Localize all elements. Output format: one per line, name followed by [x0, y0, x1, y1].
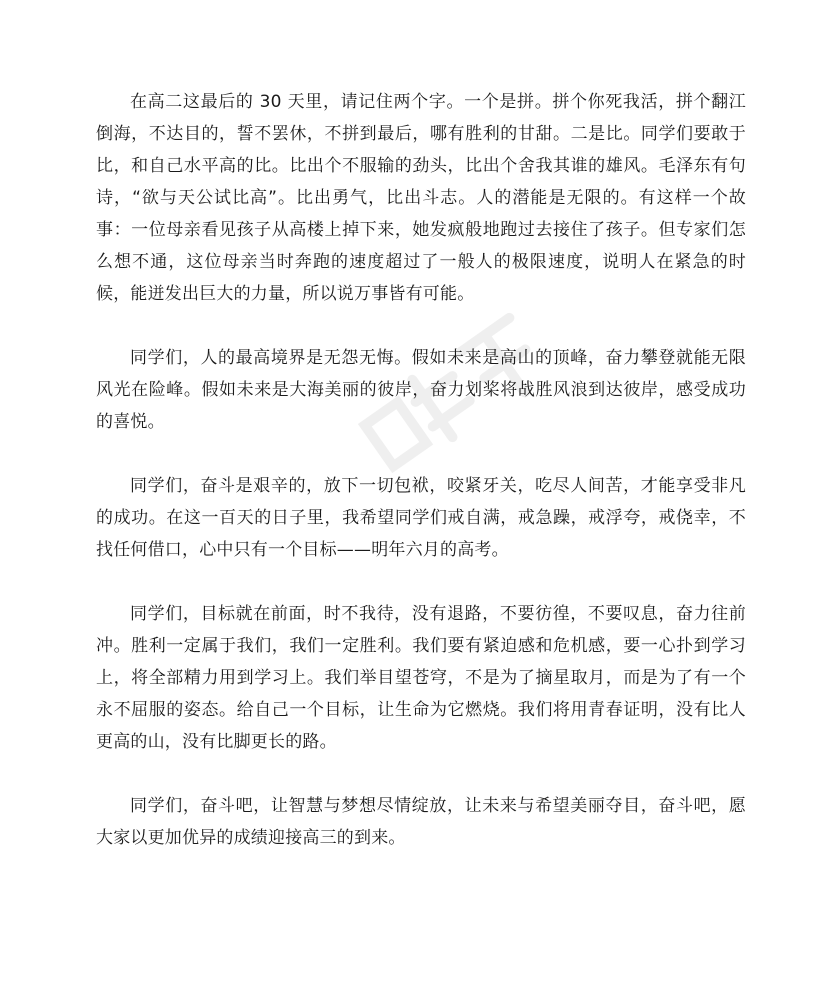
paragraph-4: 同学们，目标就在前面，时不我待，没有退路，不要彷徨，不要叹息，奋力往前冲。胜利一定属于我们，我们一定胜利。我们要有紧迫感和危机感，要一心扑到学习上，将全部精力用到学习上。我们举目望苍穹，不是为了摘星取月，而是为了有一个永不屈服的姿态。给自己一个目标，让生命为它燃烧。我们将用青春证明，没有比人更高的山，没有比脚更长的路。 [96, 604, 746, 752]
paragraph-1: 在高二这最后的 30 天里，请记住两个字。一个是拼。拼个你死我活，拼个翻江倒海，不达目的，誓不罢休，不拼到最后，哪有胜利的甘甜。二是比。同学们要敢于比，和自己水平高的比。比出个不服输的劲头，比出个舍我其谁的雄风。毛泽东有句诗，“欲与天公试比高”。比出勇气，比出斗志。人的潜能是无限的。有这样一个故事：一位母亲看见孩子从高楼上掉下来，她发疯般地跑过去接住了孩子。但专家们怎么想不通，这位母亲当时奔跑的速度超过了一般人的极限速度，说明人在紧急的时候，能迸发出巨大的力量，所以说万事皆有可能。 [96, 92, 746, 304]
paragraph-2: 同学们，人的最高境界是无怨无悔。假如未来是高山的顶峰，奋力攀登就能无限风光在险峰。假如未来是大海美丽的彼岸，奋力划桨将战胜风浪到达彼岸，感受成功的喜悦。 [96, 348, 746, 432]
paragraph-5: 同学们，奋斗吧，让智慧与梦想尽情绽放，让未来与希望美丽夺目，奋斗吧，愿大家以更加优异的成绩迎接高三的到来。 [96, 796, 746, 848]
document-body [96, 86, 746, 886]
paragraph-3: 同学们，奋斗是艰辛的，放下一切包袱，咬紧牙关，吃尽人间苦，才能享受非凡的成功。在这一百天的日子里，我希望同学们戒自满，戒急躁，戒浮夸，戒侥幸，不找任何借口，心中只有一个目标——明年六月的高考。 [96, 476, 746, 560]
